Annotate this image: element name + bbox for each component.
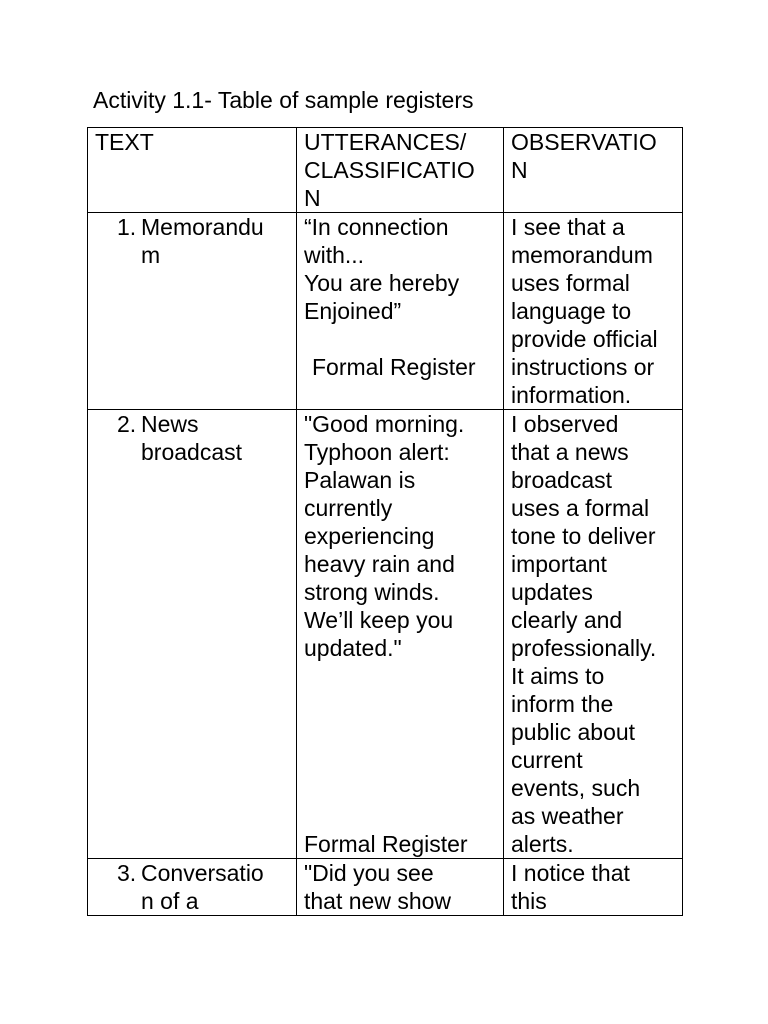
row-observation-cell: I see that a memorandum uses formal language to provide official instructions or information. bbox=[504, 213, 683, 410]
row-number: 1. bbox=[117, 214, 137, 240]
row-observation-cell: I notice that this bbox=[504, 859, 683, 916]
row-number: 3. bbox=[117, 860, 137, 886]
header-utterances: UTTERANCES/ CLASSIFICATIO N bbox=[297, 128, 504, 213]
table-header-row bbox=[88, 128, 683, 213]
table-row bbox=[88, 213, 683, 410]
row-utterance-cell: “In connection with... You are hereby Enjoined” Formal Register bbox=[297, 213, 504, 410]
row-text-cell: 1. Memorandu m bbox=[88, 213, 297, 410]
header-observation: OBSERVATIO N bbox=[504, 128, 683, 213]
register-classification: Formal Register bbox=[312, 354, 476, 380]
header-text: TEXT bbox=[88, 128, 297, 213]
table-row bbox=[88, 410, 683, 859]
table-row bbox=[88, 859, 683, 916]
register-classification: Formal Register bbox=[304, 831, 468, 857]
row-utterance-cell: "Good morning. Typhoon alert: Palawan is currently experiencing heavy rain and strong winds. We’ll keep you updated." Formal Register bbox=[297, 410, 504, 859]
row-number: 2. bbox=[117, 411, 137, 437]
activity-title: Activity 1.1- Table of sample registers bbox=[93, 87, 474, 113]
row-text-cell: 2. News broadcast bbox=[88, 410, 297, 859]
registers-table bbox=[87, 127, 683, 916]
row-text-cell: 3. Conversatio n of a bbox=[88, 859, 297, 916]
row-utterance-cell: "Did you see that new show bbox=[297, 859, 504, 916]
row-observation-cell: I observed that a news broadcast uses a formal tone to deliver important updates clearly and professionally. It aims to inform the public about current events, such as weather alerts. bbox=[504, 410, 683, 859]
